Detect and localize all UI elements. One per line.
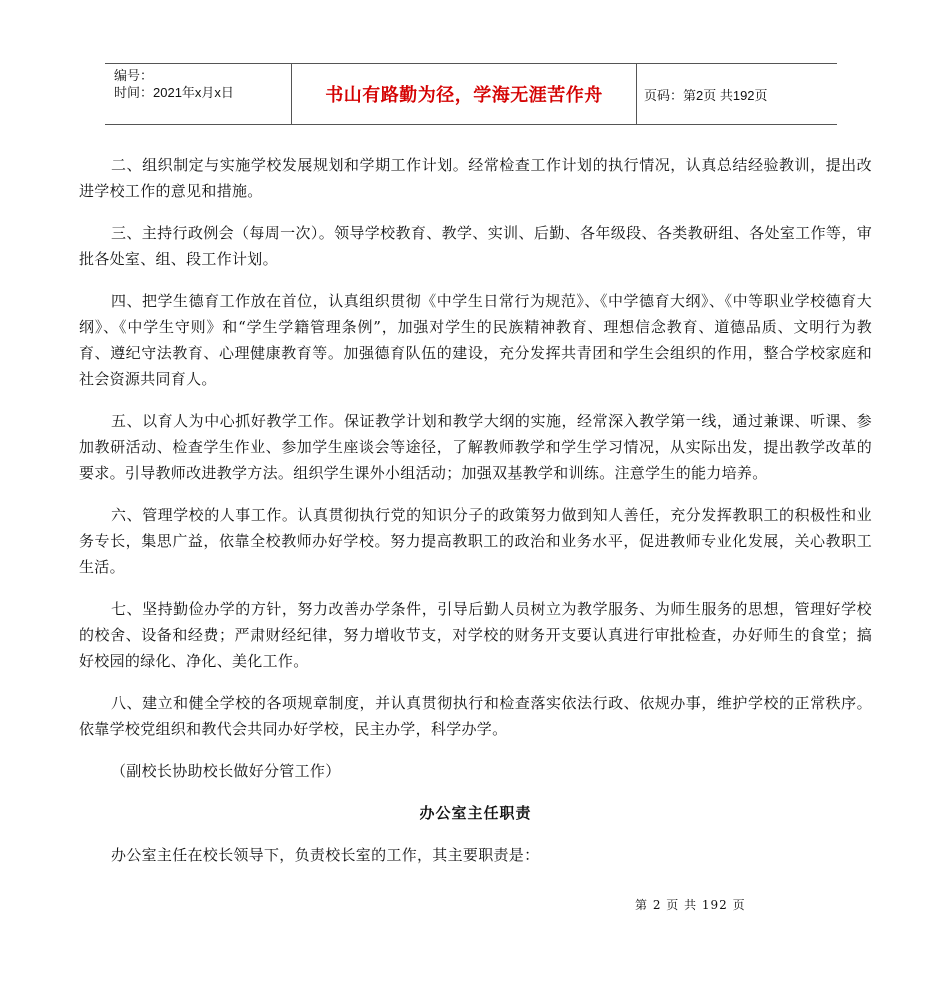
number-label: 编号： bbox=[114, 68, 154, 83]
section-intro: 办公室主任在校长领导下，负责校长室的工作，其主要职责是： bbox=[111, 846, 540, 864]
header-meta bbox=[105, 64, 292, 124]
header-page-info: 页码：第2页 共192页 bbox=[644, 87, 768, 103]
document-body bbox=[79, 152, 872, 884]
paragraph-2: 二、组织制定与实施学校发展规划和学期工作计划。经常检查工作计划的执行情况，认真总结经验教训，提出改进学校工作的意见和措施。 bbox=[79, 156, 872, 200]
vice-principal-note: （副校长协助校长做好分管工作） bbox=[111, 762, 341, 780]
paragraph-7: 七、坚持勤俭办学的方针，努力改善办学条件，引导后勤人员树立为教学服务、为师生服务的思想，管理好学校的校舍、设备和经费；严肃财经纪律，努力增收节支，对学校的财务开支要认真进行审批检查，办好师生的食堂；搞好校园的绿化、净化、美化工作。 bbox=[79, 600, 872, 670]
section-title: 办公室主任职责 bbox=[419, 804, 532, 822]
time-label: 时间：2021年x月x日 bbox=[114, 85, 234, 100]
header-motto: 书山有路勤为径，学海无涯苦作舟 bbox=[292, 64, 637, 124]
paragraph-3: 三、主持行政例会（每周一次）。领导学校教育、教学、实训、后勤、各年级段、各类教研组、各处室工作等，审批各处室、组、段工作计划。 bbox=[79, 224, 872, 268]
paragraph-8: 八、建立和健全学校的各项规章制度，并认真贯彻执行和检查落实依法行政、依规办事，维护学校的正常秩序。依靠学校党组织和教代会共同办好学校，民主办学，科学办学。 bbox=[79, 694, 872, 738]
page-header bbox=[105, 63, 837, 125]
paragraph-5: 五、以育人为中心抓好教学工作。保证教学计划和教学大纲的实施，经常深入教学第一线，通过兼课、听课、参加教研活动、检查学生作业、参加学生座谈会等途径，了解教师教学和学生学习情况，从实际出发，提出教学改革的要求。引导教师改进教学方法。组织学生课外小组活动；加强双基教学和训练。注意学生的能力培养。 bbox=[79, 412, 872, 482]
paragraph-4: 四、把学生德育工作放在首位，认真组织贯彻《中学生日常行为规范》、《中学德育大纲》、《中等职业学校德育大纲》、《中学生守则》和“学生学籍管理条例”，加强对学生的民族精神教育、理想信念教育、道德品质、文明行为教育、遵纪守法教育、心理健康教育等。加强德育队伍的建设，充分发挥共青团和学生会组织的作用，整合学校家庭和社会资源共同育人。 bbox=[79, 292, 872, 388]
page-footer: 第 2 页 共 192 页 bbox=[635, 898, 746, 912]
paragraph-6: 六、管理学校的人事工作。认真贯彻执行党的知识分子的政策努力做到知人善任，充分发挥教职工的积极性和业务专长，集思广益，依靠全校教师办好学校。努力提高教职工的政治和业务水平，促进教师专业化发展，关心教职工生活。 bbox=[79, 506, 872, 576]
